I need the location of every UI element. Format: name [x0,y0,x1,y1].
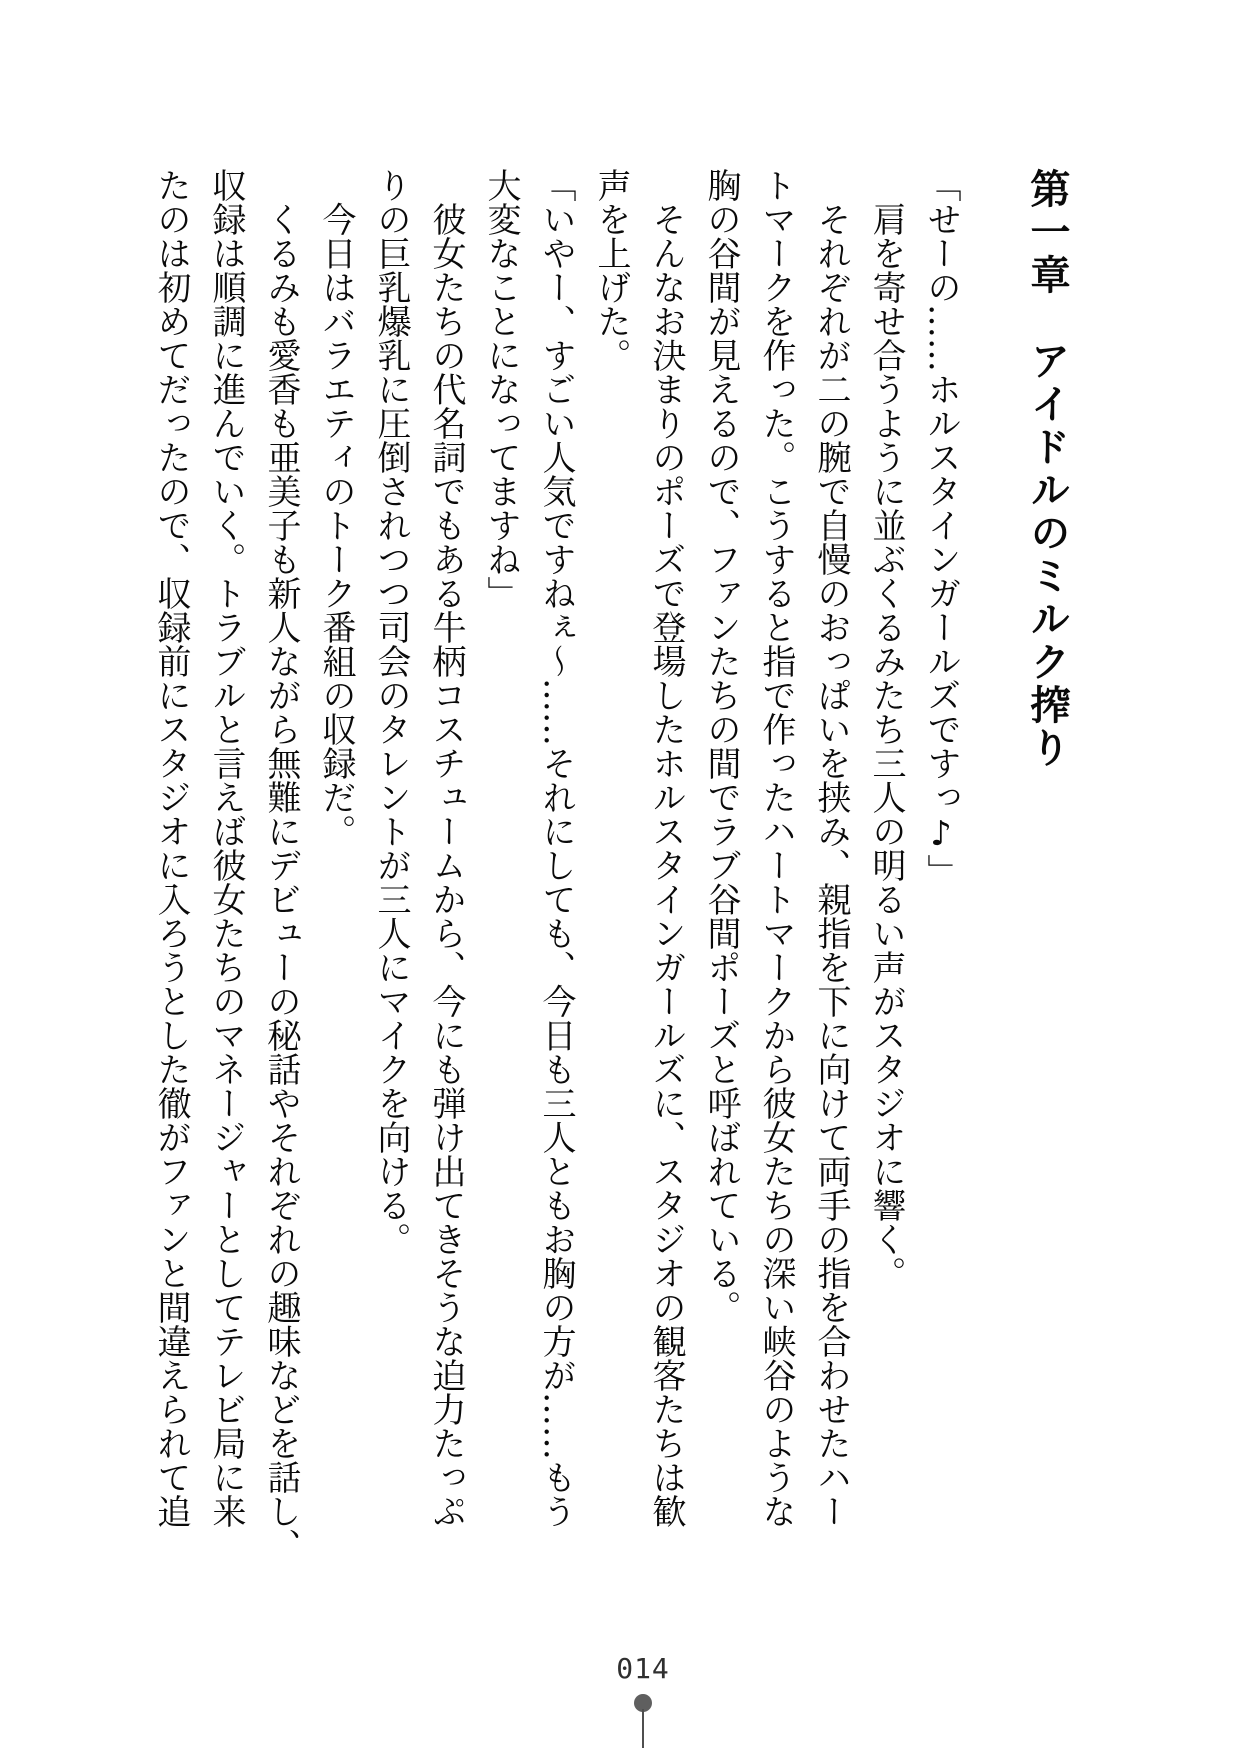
text-line: それぞれが二の腕で自慢のおっぱいを挟み、親指を下に向けて両手の指を合わせたハー [811,202,851,1528]
text-line: 声を上げた。 [591,168,631,372]
text-line: たのは初めてだったので、収録前にスタジオに入ろうとした徹がファンと間違えられて追 [151,168,191,1528]
text-line: 大変なことになってますね」 [481,168,521,610]
text-line: 胸の谷間が見えるので、ファンたちの間でラブ谷間ポーズと呼ばれている。 [701,168,741,1324]
text-line: 収録は順調に進んでいく。トラブルと言えば彼女たちのマネージャーとしてテレビ局に来 [206,168,246,1528]
vertical-text-block [143,168,1072,1562]
text-line: トマークを作った。こうすると指で作ったハートマークから彼女たちの深い峡谷のような [756,168,796,1528]
text-line: 肩を寄せ合うように並ぶくるみたち三人の明るい声がスタジオに響く。 [866,202,906,1290]
page-number: 014 [616,1652,670,1685]
chapter-title: 第一章 アイドルのミルク搾り [1024,168,1071,770]
text-line: りの巨乳爆乳に圧倒されつつ司会のタレントが三人にマイクを向ける。 [371,168,411,1256]
text-line: そんなお決まりのポーズで登場したホルスタインガールズに、スタジオの観客たちは歓 [646,202,686,1528]
text-line: 彼女たちの代名詞でもある牛柄コスチュームから、今にも弾け出てきそうな迫力たっぷ [426,202,466,1528]
text-line: 「せーの……ホルスタインガールズですっ♪」 [921,168,961,888]
text-line: 「いやー、すごい人気ですねぇ～……それにしても、今日も三人ともお胸の方が……もう [536,168,576,1528]
footer-divider-line [642,1709,644,1748]
text-line: くるみも愛香も亜美子も新人ながら無難にデビューの秘話やそれぞれの趣味などを話し、 [261,202,301,1562]
text-line: 今日はバラエティのトーク番組の収録だ。 [316,202,356,848]
